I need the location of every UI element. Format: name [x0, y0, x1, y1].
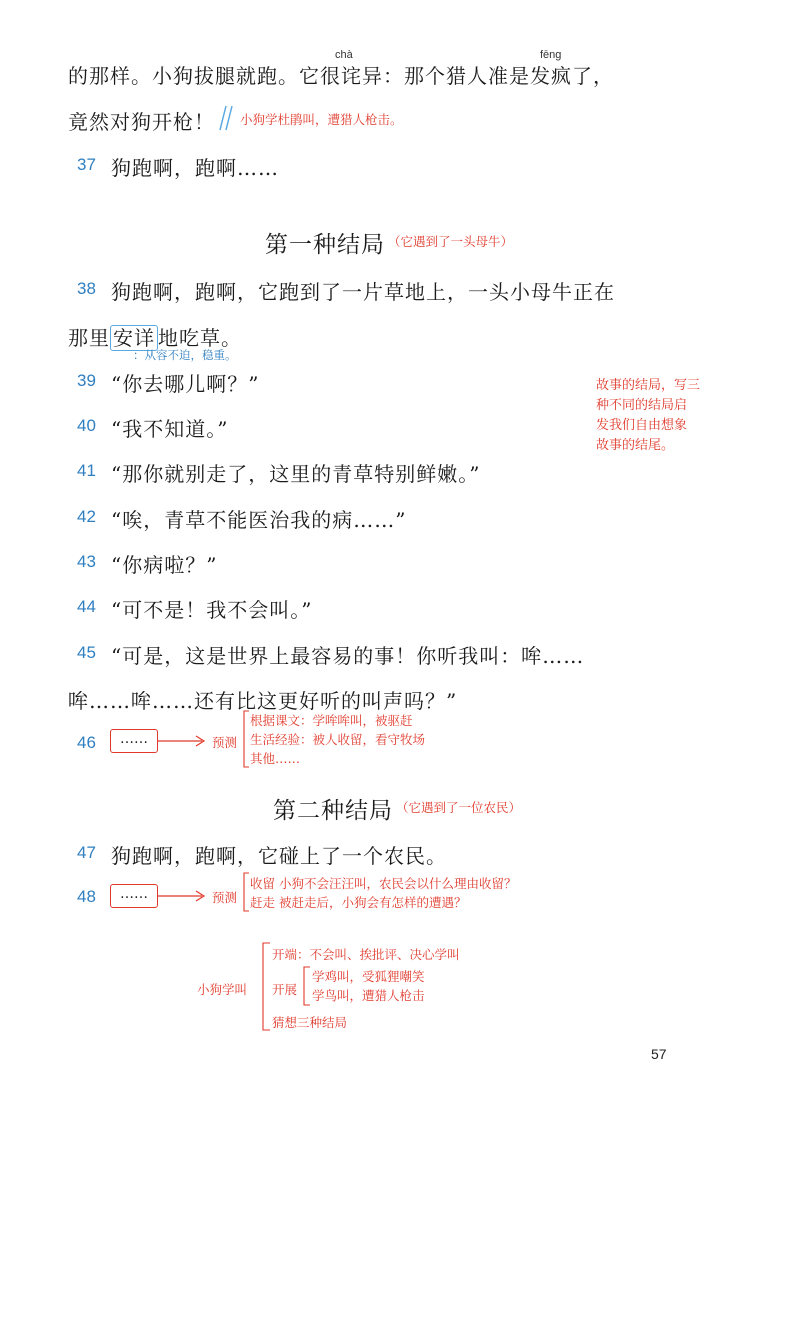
para-number: 47: [77, 843, 96, 862]
bracket: [260, 942, 272, 1032]
para45-line2: 哞……哞……还有比这更好听的叫声吗？”: [68, 689, 458, 713]
summary-develop-label: 开展: [272, 982, 298, 997]
side-note-line: 故事的结局，写三: [596, 378, 701, 393]
para38-line2-post: 地吃草。: [158, 326, 242, 350]
ending1-note: （它遇到了一头母牛）: [388, 234, 514, 249]
para-number: 40: [77, 416, 96, 435]
para38-line2-pre: 那里: [68, 326, 110, 350]
para-number: 43: [77, 552, 96, 571]
predict-option: 赶走 被赶走后，小狗会有怎样的遭遇？: [250, 895, 467, 910]
develop-item: 学鸟叫，遭猎人枪击: [312, 988, 425, 1003]
pinyin-feng: fēng: [540, 49, 562, 61]
side-note: [596, 376, 700, 456]
para38-line1: 狗跑啊，跑啊，它跑到了一片草地上，一头小母牛正在: [111, 280, 615, 304]
summary-root: 小狗学叫: [197, 982, 248, 997]
side-note-line: 发我们自由想象: [596, 418, 688, 433]
para36-line2: 竟然对狗开枪！: [68, 110, 215, 134]
develop-item: 学鸡叫，受狐狸嘲笑: [312, 969, 425, 984]
dialog-text: “我不知道。”: [111, 417, 229, 441]
para-number: 45: [77, 643, 96, 662]
predict-option: 其他……: [250, 751, 301, 766]
side-note-line: 种不同的结局启: [596, 398, 688, 413]
para45-line1: “可是，这是世界上最容易的事！你听我叫：哞……: [111, 644, 585, 668]
arrow-right-icon: [158, 734, 208, 748]
boxed-word: 安详: [110, 325, 158, 351]
predict-option: 收留 小狗不会汪汪叫，农民会以什么理由收留？: [250, 876, 517, 891]
para36-line1: 的那样。小狗拔腿就跑。它很诧异：那个猎人准是发疯了，: [68, 64, 614, 88]
summary-develop-items: [312, 967, 425, 1005]
predict-option: 根据课文：学哞哞叫，被驱赶: [250, 713, 413, 728]
word-definition-note: ：从容不迫，稳重。: [133, 348, 237, 362]
dialog-text: “那你就别走了，这里的青草特别鲜嫩。”: [111, 462, 481, 486]
double-slash-mark: [212, 104, 234, 132]
ellipsis-box: ……: [110, 884, 158, 908]
predict-options: [250, 711, 425, 768]
ending2-title: 第二种结局: [273, 798, 393, 824]
ending1-title: 第一种结局: [265, 232, 385, 258]
predict-options: [250, 874, 516, 912]
predict-label: 预测: [212, 890, 238, 905]
para47-text: 狗跑啊，跑啊，它碰上了一个农民。: [111, 844, 447, 868]
predict-option: 生活经验：被人收留，看守牧场: [250, 732, 426, 747]
dialog-text: “可不是！我不会叫。”: [111, 598, 313, 622]
para-number: 41: [77, 461, 96, 480]
bracket: [302, 966, 312, 1006]
page-number: 57: [651, 1046, 667, 1062]
ellipsis-box: ……: [110, 729, 158, 753]
dialog-text: “你病啦？”: [111, 553, 218, 577]
para-number: 44: [77, 597, 96, 616]
para37-text: 狗跑啊，跑啊……: [111, 156, 279, 180]
arrow-right-icon: [158, 889, 208, 903]
summary-guess: 猜想三种结局: [272, 1015, 348, 1030]
dialog-text: “你去哪儿啊？”: [111, 372, 260, 396]
para-number: 48: [77, 887, 96, 906]
ending2-note: （它遇到了一位农民）: [396, 800, 522, 815]
bracket: [242, 872, 250, 912]
para-number: 37: [77, 155, 96, 174]
para-number: 39: [77, 371, 96, 390]
bracket: [242, 710, 250, 768]
dialog-text: “唉，青草不能医治我的病……”: [111, 508, 407, 532]
side-note-line: 故事的结尾。: [596, 438, 675, 453]
para36-note: 小狗学杜鹃叫，遭猎人枪击。: [240, 112, 403, 127]
para-number: 38: [77, 279, 96, 298]
pinyin-cha: chà: [335, 49, 353, 61]
summary-start: 开端：不会叫、挨批评、决心学叫: [272, 947, 460, 962]
para-number: 42: [77, 507, 96, 526]
predict-label: 预测: [212, 735, 238, 750]
para-number: 46: [77, 733, 96, 752]
